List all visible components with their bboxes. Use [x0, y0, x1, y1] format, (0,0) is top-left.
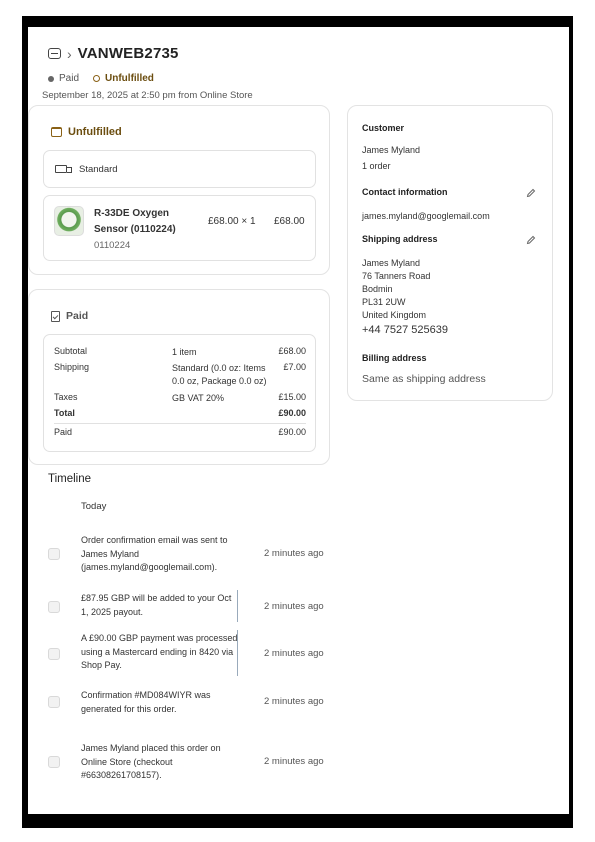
product-name[interactable]: R-33DE Oxygen Sensor (0110224) [94, 208, 176, 235]
event-time[interactable]: 2 minutes ago [264, 601, 324, 612]
subtotal-label: Subtotal [54, 346, 88, 356]
breadcrumb [48, 45, 179, 62]
status-badges [48, 73, 154, 84]
paid-amount: £90.00 [278, 427, 306, 437]
event-divider [237, 630, 238, 676]
event-marker-icon [48, 601, 60, 613]
payment-card [28, 289, 330, 465]
event-text: Confirmation #MD084WIYR was generated for this order. [81, 690, 211, 714]
shipping-label: Shipping [54, 362, 90, 372]
summary-divider [54, 423, 306, 424]
customer-title: Customer [362, 123, 405, 133]
order-page [28, 27, 569, 814]
taxes-label: Taxes [54, 392, 78, 402]
shipping-method-row [43, 150, 316, 188]
customer-email[interactable]: james.myland@googlemail.com [362, 211, 490, 221]
address-line1: 76 Tanners Road [362, 271, 431, 281]
inbox-icon[interactable] [48, 48, 61, 59]
billing-address-value: Same as shipping address [362, 373, 486, 385]
order-date: September 18, 2025 at 2:50 pm from Online Store [42, 90, 253, 101]
page-title: VANWEB2735 [77, 45, 179, 62]
total-amount: £90.00 [278, 408, 306, 418]
event-time[interactable]: 2 minutes ago [264, 648, 324, 659]
event-text[interactable]: Order confirmation email was sent to James Myland (james.myland@googlemail.com). [81, 535, 228, 572]
unfulfilled-icon [51, 127, 62, 137]
timeline-title: Timeline [48, 473, 92, 485]
product-sku: 0110224 [94, 240, 131, 251]
address-city: Bodmin [362, 284, 393, 294]
event-text: A £90.00 GBP payment was processed using a Mastercard ending in 8420 via Shop Pay. [81, 633, 238, 670]
contact-title: Contact information [362, 187, 448, 197]
event-text: James Myland placed this order on Online Store (checkout #66308261708157). [81, 743, 221, 780]
shipping-address-title: Shipping address [362, 234, 438, 244]
product-thumbnail[interactable] [54, 206, 84, 236]
event-marker-icon [48, 696, 60, 708]
shipping-detail: Standard (0.0 oz: Items 0.0 oz, Package 0.0 oz) [172, 363, 267, 386]
subtotal-amount: £68.00 [278, 346, 306, 356]
billing-address-title: Billing address [362, 353, 427, 363]
event-time[interactable]: 2 minutes ago [264, 548, 324, 559]
taxes-detail[interactable]: GB VAT 20% [172, 393, 225, 403]
event-marker-icon [48, 648, 60, 660]
paid-label: Paid [54, 427, 73, 437]
address-name: James Myland [362, 258, 421, 268]
product-price-qty: £68.00 × 1 [208, 216, 256, 227]
subtotal-detail: 1 item [172, 347, 197, 357]
edit-pencil-icon[interactable] [526, 188, 536, 198]
customer-card [347, 105, 553, 401]
payment-title: Paid [66, 310, 89, 322]
address-phone[interactable]: +44 7527 525639 [362, 324, 448, 336]
address-country: United Kingdom [362, 310, 427, 320]
fulfillment-status-label: Unfulfilled [105, 73, 154, 84]
shipping-amount: £7.00 [283, 362, 306, 372]
unfulfilled-header [51, 126, 122, 138]
edit-pencil-icon[interactable] [526, 235, 536, 245]
timeline-day: Today [81, 501, 107, 512]
event-divider [237, 590, 238, 622]
customer-orders[interactable]: 1 order [362, 161, 391, 171]
product-line-total: £68.00 [274, 216, 305, 227]
payment-header [51, 310, 88, 322]
unfulfilled-title: Unfulfilled [68, 126, 122, 138]
event-marker-icon [48, 756, 60, 768]
address-postcode: PL31 2UW [362, 297, 406, 307]
unfulfilled-card [28, 105, 330, 275]
event-text: £87.95 GBP will be added to your Oct 1, 2025 payout. [81, 593, 232, 617]
shipping-method-label: Standard [79, 163, 118, 175]
paid-check-icon [51, 311, 60, 322]
payment-status-badge [48, 73, 79, 84]
payment-summary [43, 334, 316, 452]
line-item [43, 195, 316, 261]
event-marker-icon [48, 548, 60, 560]
taxes-amount: £15.00 [278, 392, 306, 402]
event-time[interactable]: 2 minutes ago [264, 756, 324, 767]
event-time[interactable]: 2 minutes ago [264, 696, 324, 707]
payment-status-label: Paid [59, 73, 80, 84]
truck-icon [55, 165, 67, 173]
total-label: Total [54, 408, 75, 418]
chevron-right-icon: › [67, 45, 72, 62]
fulfillment-status-badge [93, 73, 154, 84]
customer-name[interactable]: James Myland [362, 145, 421, 155]
unfulfilled-dot-icon [93, 75, 100, 82]
paid-dot-icon [48, 76, 54, 82]
